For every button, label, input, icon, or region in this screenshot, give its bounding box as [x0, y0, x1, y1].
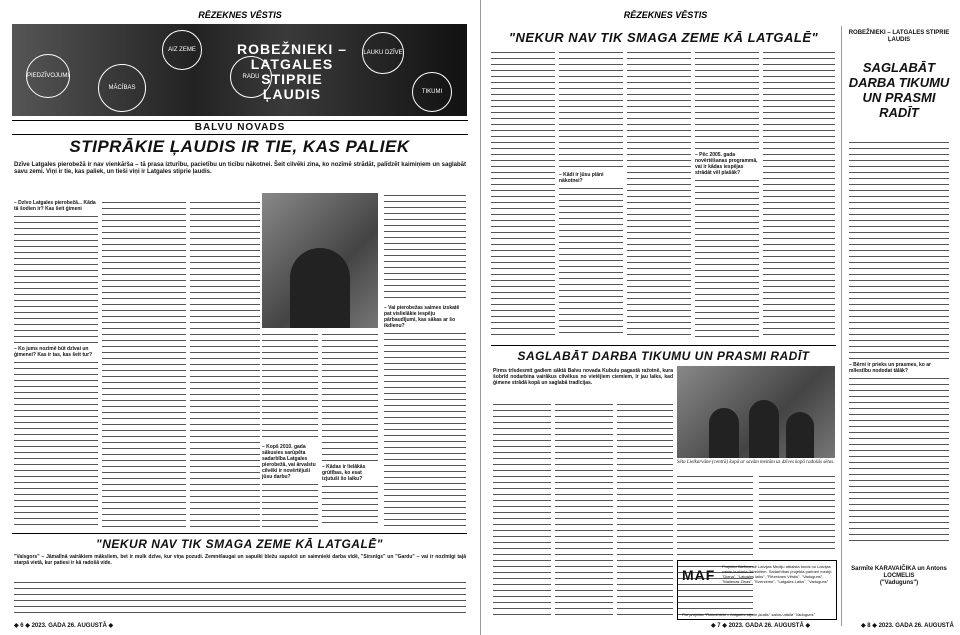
text-column [555, 402, 613, 617]
bottom-lead: "Valsgors" – Jāmalīnā vairākiem māksliem, bet ir mulk dzīve, kur viņa pozudi. Zemnēlaugai un sapulki bīežu sapulcē un saimnieki darba vīdē, "Sirsnīgs" un "Gardu" – vai ir nozīmīgi tajā starpā vietā, kur patiesi ir kā radošā vide. [14, 554, 466, 566]
right-page [480, 0, 960, 635]
banner-bubble: PIEDZĪVOJUMI [26, 54, 70, 98]
feature-banner [12, 24, 467, 116]
column-text [322, 332, 378, 462]
page-footer: ◆ 7 ◆ 2023. GADA 26. AUGUSTĀ ◆ [711, 623, 811, 629]
text-column [190, 200, 260, 530]
column-text [322, 484, 378, 524]
column-text [849, 140, 949, 360]
column-text [14, 360, 98, 530]
banner-bubble: RADU [230, 56, 272, 98]
photo-subject [709, 408, 739, 458]
section-title: BALVU NOVADS [12, 120, 468, 135]
article-lead: Dzīve Latgales pierobežā ir nav vienkārša – tā prasa izturību, pacietību un ticību nākotnei. Šeit cilvēki zina, ko nozīmē strādāt, palīdzēt kaimiņiem un saglabāt savu zemi. Viņi ir tie, kas paliek, un tieši viņi ir Latgales stiprie ļaudis. [14, 162, 466, 175]
banner-bubble: AIZ ZEME [162, 30, 202, 70]
bottom-text [14, 580, 466, 618]
text-column [617, 402, 673, 617]
publication-brand: RĒZEKNES VĒSTIS [198, 10, 282, 20]
text-column [627, 50, 691, 340]
interview-question: – Ko jums nozīmē būt dzīvai un ģimenei? Kas ir tas, kas šeit tur? [14, 346, 93, 358]
text-column [763, 50, 835, 340]
divider [12, 533, 467, 534]
column-text [190, 200, 260, 530]
column-text [759, 474, 835, 554]
interview-question: – Dzīvo Latgales pierobežā... Kāda tā šodien ir? Kas šeit ģimeni [14, 200, 96, 212]
interview-question: – Kādi ir jūsu plāni nākotnei? [559, 172, 604, 184]
banner-bubble: LAUKU DZĪVE [362, 32, 404, 74]
funding-text: Projektu līdzfinansē Latvijas Mediju atbalsta fonds no Latvijas valsts budžeta līdzekļiem. Sadarbības projekta partneri mediji: "Diena", "Latgales laiks", "Rēzeknes Vēstis", "Vaduguns", "Malienas Ziņas", "Ezerzeme", "Latgales Laiks", "Vaduguns" [722, 564, 832, 584]
column-text [14, 214, 98, 344]
interview-question: – Bērni ir prieks un prasmes, ko ar mīlestību nododat tālāk? [849, 362, 931, 374]
column-text [493, 402, 551, 617]
column-text [384, 193, 466, 303]
side-headline: SAGLABĀT DARBA TIKUMU UN PRASMI RADĪT [848, 60, 950, 120]
article-headline: STIPRĀKIE ĻAUDIS IR TIE, KAS PALIEK [69, 137, 410, 156]
text-column [695, 50, 759, 340]
column-text [14, 580, 466, 618]
interview-question: – Kopš 2010. gada sākusies sarūpēta sadarbība Latgales pierobežā, vai ārvalstu cilvēki ir novērtējuši jūsu darbu? [262, 444, 316, 480]
article-author: Sarmīte KARAVAIČIKA un Antons LOCMELIS ("Vaduguns") [851, 566, 947, 586]
funding-notice [677, 560, 837, 620]
article-photo [262, 193, 378, 328]
text-column [102, 200, 186, 530]
text-column [491, 50, 555, 340]
text-column [262, 332, 318, 530]
column-text [262, 482, 318, 530]
column-text [555, 402, 613, 617]
article-headline: "NEKUR NAV TIK SMAGA ZEME KĀ LATGALĒ" [508, 30, 819, 45]
column-text [695, 178, 759, 340]
text-column [559, 50, 623, 340]
family-photo [677, 366, 835, 458]
photo-subject [290, 248, 350, 328]
page-header [481, 10, 850, 22]
column-divider [841, 26, 842, 626]
text-column [322, 332, 378, 530]
column-text [559, 50, 623, 170]
interview-question: – Vai pierobežas saimes izskatē pat vislielākie iespēju pārbaudījumi, kas sākas ar šo ikdienu? [384, 305, 460, 329]
page-footer: ◆ 8 ◆ 2023. GADA 26. AUGUSTĀ [861, 623, 954, 629]
mid-lead: Pirms trīsdesmit gadiem sāktā Balvu novada Kubulu pagastā ražotnē, kura šobrīd nodarbina vairākus cilvēkus no vietējiem ciemiem, ir jau laiks, kad ģimene strādā kopā un saglabā tradīcijas. [493, 368, 673, 386]
text-column [849, 140, 949, 550]
page-footer: ◆ 6 ◆ 2023. GADA 26. AUGUSTĀ ◆ [14, 623, 114, 629]
mid-headline: SAGLABĀT DARBA TIKUMU UN PRASMI RADĪT [517, 349, 810, 363]
banner-bubble: MĀCĪBAS [98, 64, 146, 112]
photo-subject [749, 400, 779, 458]
publication-brand: RĒZEKNES VĒSTIS [623, 10, 708, 20]
photo-caption: Sēta Lielkarvāne (centrā) kopā ar savām meitām uz dzīves kopā radošās sētas. [677, 460, 835, 465]
interview-question: – Pēc 2005. gada novērtēšanas programmā, vai ir kādas iespējas strādāt vēl plašāk? [695, 152, 758, 176]
column-text [849, 376, 949, 546]
text-column [759, 474, 835, 554]
page-header [0, 10, 480, 22]
column-text [559, 186, 623, 336]
text-column [493, 402, 551, 617]
column-text [262, 332, 318, 442]
funding-footnote: Par projekta "Robežnieki – Latgales stiprie ļaudis" saturu atbild "Vaduguns" [682, 612, 815, 617]
photo-subject [786, 412, 814, 458]
column-text [627, 50, 691, 340]
text-column [14, 200, 98, 530]
bottom-headline: "NEKUR NAV TIK SMAGA ZEME KĀ LATGALĒ" [96, 537, 383, 551]
column-text [617, 402, 673, 617]
interview-question: – Kādas ir lielākās grūtības, ko esat izjutuši šo laiku? [322, 464, 366, 482]
maf-logo: MAF [682, 567, 716, 583]
side-tag: ROBEŽNIEKI – LATGALES STIPRIE ĻAUDIS [848, 30, 950, 43]
banner-title: ROBEŽNIEKI – LATGALES STIPRIE ĻAUDIS [236, 41, 347, 102]
column-text [695, 50, 759, 150]
column-text [384, 331, 466, 530]
banner-bubble: TIKUMI [412, 72, 452, 112]
column-text [763, 50, 835, 340]
column-text [102, 200, 186, 530]
text-column [384, 193, 466, 530]
divider [491, 345, 836, 346]
column-text [491, 50, 555, 340]
